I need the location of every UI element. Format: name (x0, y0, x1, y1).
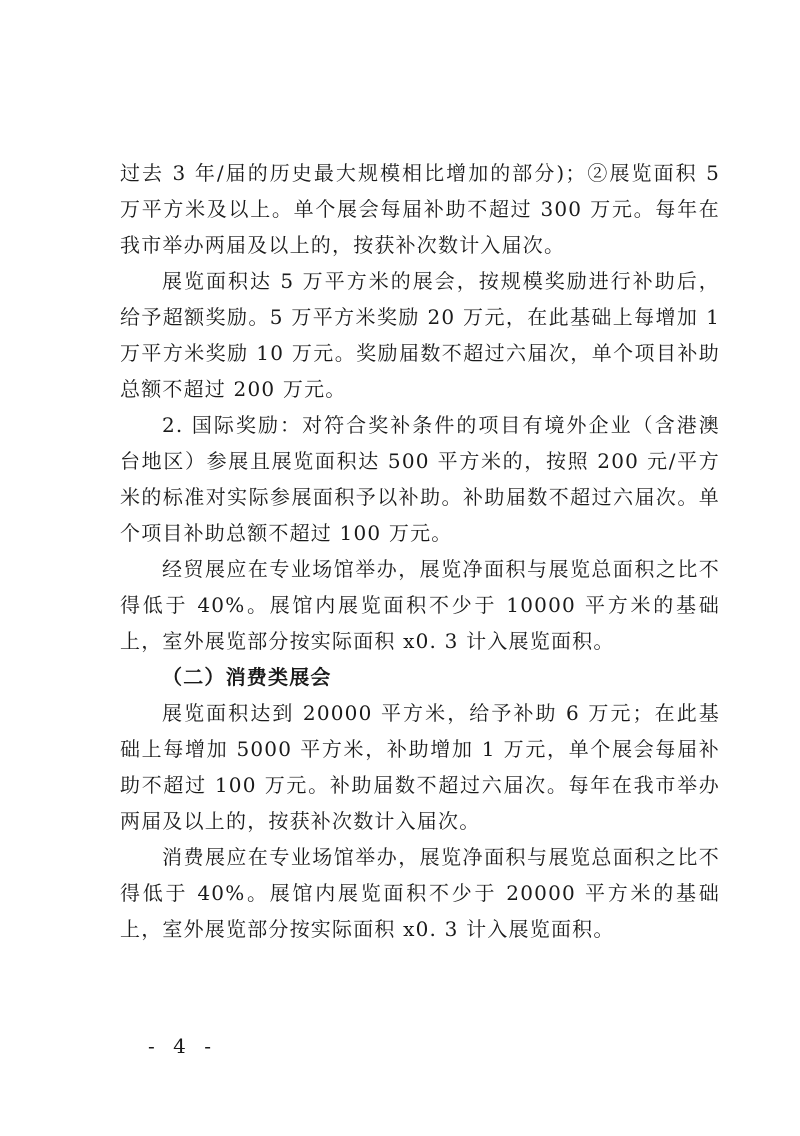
document-body (120, 155, 720, 947)
paragraph-excess-award: 展览面积达 5 万平方米的展会，按规模奖励进行补助后，给予超额奖励。5 万平方米奖励 20 万元，在此基础上每增加 1 万平方米奖励 10 万元。奖励届数不超过六届次，单个项目补助总额不超过 200 万元。 (120, 269, 720, 401)
section-heading-consumer-shows: （二）消费类展会 (162, 665, 332, 689)
paragraph-consumer-show-requirements: 消费展应在专业场馆举办，展览净面积与展览总面积之比不得低于 40%。展馆内展览面积不少于 20000 平方米的基础上，室外展览部分按实际面积 x0. 3 计入展览面积。 (120, 845, 720, 941)
page-number: - 4 - (148, 1034, 217, 1058)
paragraph-international-award: 2. 国际奖励：对符合奖补条件的项目有境外企业（含港澳台地区）参展且展览面积达 500 平方米的，按照 200 元/平方米的标准对实际参展面积予以补助。补助届数不超过六届次。单个项目补助总额不超过 100 万元。 (120, 413, 720, 545)
paragraph-trade-show-requirements: 经贸展应在专业场馆举办，展览净面积与展览总面积之比不得低于 40%。展馆内展览面积不少于 10000 平方米的基础上，室外展览部分按实际面积 x0. 3 计入展览面积。 (120, 557, 720, 653)
paragraph-continuation: 过去 3 年/届的历史最大规模相比增加的部分)；②展览面积 5 万平方米及以上。单个展会每届补助不超过 300 万元。每年在我市举办两届及以上的，按获补次数计入届次。 (120, 161, 720, 257)
paragraph-consumer-show-subsidy: 展览面积达到 20000 平方米，给予补助 6 万元；在此基础上每增加 5000 平方米，补助增加 1 万元，单个展会每届补助不超过 100 万元。补助届数不超过六届次。每年在我市举办两届及以上的，按获补次数计入届次。 (120, 701, 720, 833)
